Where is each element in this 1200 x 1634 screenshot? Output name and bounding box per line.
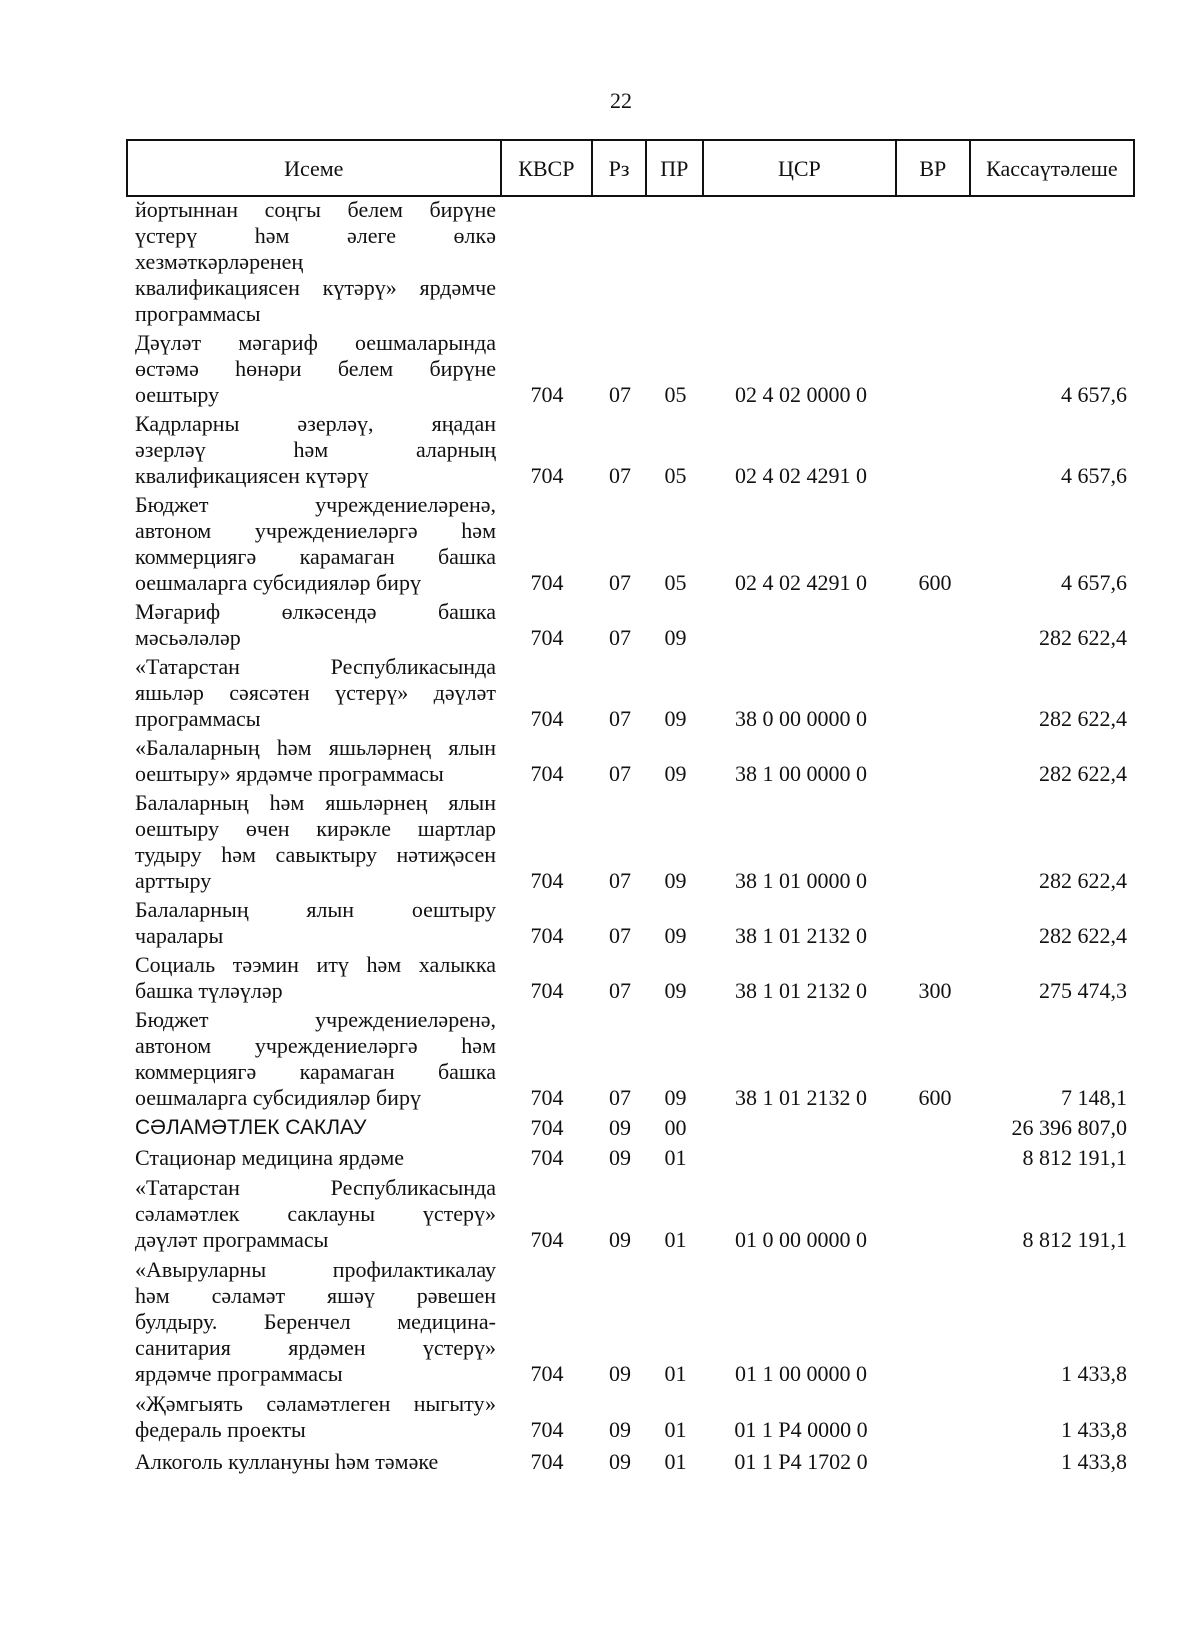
- row-name-line: «Балаларның һәм яшьләрнең ялын: [135, 735, 496, 760]
- row-pr: 01: [664, 1361, 687, 1386]
- row-kvsr: 704: [530, 1115, 564, 1140]
- row-rz: 09: [609, 1227, 631, 1252]
- row-name-line: Мәгариф өлкәсендә башка: [135, 599, 496, 624]
- table-header: [126, 139, 1135, 197]
- row-kvsr: 704: [530, 1449, 564, 1474]
- row-name: [126, 897, 501, 949]
- row-name-line: «Җәмгыять сәламәтлеген ныгыту»: [135, 1391, 496, 1416]
- header-pr: ПР: [647, 141, 704, 195]
- row-kvsr: 704: [530, 1361, 564, 1386]
- row-csr: 01 1 Р4 0000 0: [734, 1417, 868, 1442]
- row-pr: 01: [664, 1417, 687, 1442]
- row-kvsr: 704: [530, 382, 564, 407]
- row-name-line: мәсьәләләр: [135, 625, 241, 650]
- row-name-line: программасы: [135, 706, 261, 731]
- row-name-line: оештыру өчен кирәкле шартлар: [135, 816, 496, 841]
- header-kassa-line1: Касса: [986, 155, 1040, 181]
- row-name-line: ярдәмче программасы: [135, 1361, 343, 1386]
- row-name-line: коммерциягә карамаган башка: [135, 544, 496, 569]
- row-rz: 07: [609, 761, 631, 786]
- row-name: [126, 1175, 501, 1253]
- row-kassa: 1 433,8: [1061, 1449, 1127, 1474]
- row-kvsr: 704: [530, 1227, 564, 1252]
- header-vr: ВР: [897, 141, 971, 195]
- row-rz: 07: [609, 1085, 631, 1110]
- row-vr: 300: [918, 978, 952, 1003]
- row-name-line: сәламәтлек саклауны үстерү»: [135, 1201, 496, 1226]
- row-kassa: 282 622,4: [1039, 761, 1127, 786]
- row-name-line: Кадрларны әзерләү, яңадан: [135, 411, 496, 436]
- header-kassa-line2: үтәлеше: [1039, 155, 1118, 181]
- row-kassa: 282 622,4: [1039, 625, 1127, 650]
- row-name: [126, 411, 501, 489]
- row-csr: 38 1 01 2132 0: [735, 978, 867, 1003]
- row-name-line: федераль проекты: [135, 1417, 306, 1442]
- header-csr: ЦСР: [704, 141, 897, 195]
- row-name-line: Алкоголь куллануны һәм тәмәке: [135, 1449, 439, 1474]
- row-name-line: санитария ярдәмен үстерү»: [135, 1335, 496, 1360]
- row-csr: 02 4 02 0000 0: [735, 382, 867, 407]
- table-row: [126, 1449, 1135, 1475]
- row-kassa: 1 433,8: [1061, 1417, 1127, 1442]
- row-name: [126, 330, 501, 408]
- row-name-line: әзерләү һәм аларның: [135, 437, 496, 462]
- row-name: [126, 654, 501, 732]
- row-name-line: оештыру» ярдәмче программасы: [135, 761, 444, 786]
- row-name: [126, 599, 501, 651]
- row-csr: 38 1 00 0000 0: [735, 761, 867, 786]
- row-name-line: СӘЛАМӘТЛЕК САКЛАУ: [135, 1116, 367, 1139]
- row-name-line: һәм сәламәт яшәү рәвешен: [135, 1283, 496, 1308]
- row-csr: 01 1 Р4 1702 0: [734, 1449, 868, 1474]
- header-kvsr: КВСР: [502, 141, 594, 195]
- row-kassa: 282 622,4: [1039, 706, 1127, 731]
- row-name-line: автоном учреждениеләргә һәм: [135, 1033, 496, 1058]
- table-row: [126, 897, 1135, 949]
- row-name-line: квалификациясен күтәрү: [135, 463, 369, 488]
- row-name-line: Дәүләт мәгариф оешмаларында: [135, 330, 496, 355]
- row-pr: 01: [664, 1227, 687, 1252]
- row-name-line: булдыру. Беренчел медицина-: [135, 1309, 496, 1334]
- row-rz: 09: [609, 1145, 631, 1170]
- row-kassa: 282 622,4: [1039, 868, 1127, 893]
- row-name-line: хезмәткәрләренең: [135, 249, 304, 274]
- row-csr: 02 4 02 4291 0: [735, 463, 867, 488]
- page-number: 22: [610, 88, 632, 113]
- header-rz: Рз: [593, 141, 647, 195]
- row-kassa: 7 148,1: [1061, 1085, 1127, 1110]
- row-pr: 01: [664, 1145, 687, 1170]
- row-name-line: Балаларның ялын оештыру: [135, 897, 496, 922]
- table-row: [126, 1145, 1135, 1171]
- row-rz: 07: [609, 868, 631, 893]
- row-kassa: 4 657,6: [1061, 463, 1127, 488]
- row-rz: 07: [609, 382, 631, 407]
- row-name-line: «Татарстан Республикасында: [135, 654, 496, 679]
- row-pr: 09: [664, 1085, 687, 1110]
- row-name-line: яшьләр сәясәтен үстерү» дәүләт: [135, 680, 496, 705]
- row-csr: 38 1 01 0000 0: [735, 868, 867, 893]
- row-pr: 01: [664, 1449, 687, 1474]
- row-rz: 07: [609, 923, 631, 948]
- row-name-line: Бюджет учреждениеләренә,: [135, 1007, 496, 1032]
- row-name: [126, 1391, 501, 1443]
- row-name: [126, 1145, 501, 1171]
- row-rz: 07: [609, 625, 631, 650]
- row-name: [126, 1007, 501, 1111]
- row-name-line: Балаларның һәм яшьләрнең ялын: [135, 790, 496, 815]
- row-csr: 38 0 00 0000 0: [735, 706, 867, 731]
- table-row: [126, 1391, 1135, 1443]
- row-pr: 09: [664, 706, 687, 731]
- table-row: [126, 1175, 1135, 1253]
- row-name-line: Социаль тәэмин итү һәм халыкка: [135, 952, 496, 977]
- row-pr: 05: [664, 382, 687, 407]
- row-kvsr: 704: [530, 978, 564, 1003]
- header-name: Исеме: [128, 141, 502, 195]
- table-row: [126, 330, 1135, 408]
- row-name-line: арттыру: [135, 868, 212, 893]
- row-rz: 09: [609, 1115, 631, 1140]
- row-kassa: 275 474,3: [1039, 978, 1127, 1003]
- row-pr: 09: [664, 978, 687, 1003]
- row-name-line: квалификациясен күтәрү» ярдәмче: [135, 275, 496, 300]
- row-name-line: йортыннан соңгы белем бирүне: [135, 197, 496, 222]
- row-kassa: 26 396 807,0: [1011, 1115, 1127, 1140]
- row-name: [126, 197, 501, 327]
- row-name-line: оешмаларга субсидияләр бирү: [135, 1085, 421, 1110]
- row-name-line: программасы: [135, 301, 261, 326]
- row-kvsr: 704: [530, 1145, 564, 1170]
- row-kvsr: 704: [530, 868, 564, 893]
- row-kvsr: 704: [530, 570, 564, 595]
- row-name: [126, 735, 501, 787]
- row-pr: 00: [664, 1115, 687, 1140]
- table-body: [126, 197, 1135, 1475]
- table-row: [126, 197, 1135, 327]
- row-name-line: өстәмә һөнәри белем бирүне: [135, 356, 496, 381]
- row-rz: 09: [609, 1361, 631, 1386]
- row-rz: 07: [609, 463, 631, 488]
- row-kvsr: 704: [530, 1417, 564, 1442]
- table-row: [126, 735, 1135, 787]
- row-kvsr: 704: [530, 706, 564, 731]
- row-pr: 09: [664, 625, 687, 650]
- row-csr: 01 1 00 0000 0: [735, 1361, 867, 1386]
- row-rz: 09: [609, 1417, 631, 1442]
- row-vr: 600: [918, 1085, 952, 1110]
- table-row: [126, 599, 1135, 651]
- row-name-line: автоном учреждениеләргә һәм: [135, 518, 496, 543]
- row-csr: 01 0 00 0000 0: [735, 1227, 867, 1252]
- row-name: [126, 952, 501, 1004]
- row-name: [126, 492, 501, 596]
- row-kvsr: 704: [530, 923, 564, 948]
- row-csr: 38 1 01 2132 0: [735, 923, 867, 948]
- row-name-line: коммерциягә карамаган башка: [135, 1059, 496, 1084]
- row-kvsr: 704: [530, 761, 564, 786]
- table-row: [126, 411, 1135, 489]
- row-vr: 600: [918, 570, 952, 595]
- row-pr: 09: [664, 923, 687, 948]
- row-name-line: оешмаларга субсидияләр бирү: [135, 570, 421, 595]
- row-name-line: үстерү һәм әлеге өлкә: [135, 223, 496, 248]
- row-rz: 07: [609, 706, 631, 731]
- row-pr: 09: [664, 868, 687, 893]
- row-kassa: 4 657,6: [1061, 570, 1127, 595]
- row-rz: 07: [609, 570, 631, 595]
- row-name: [126, 1257, 501, 1387]
- table-row: [126, 1007, 1135, 1111]
- row-kvsr: 704: [530, 463, 564, 488]
- row-kassa: 282 622,4: [1039, 923, 1127, 948]
- header-kassa: [971, 141, 1133, 195]
- table-row: [126, 1257, 1135, 1387]
- row-name-line: «Авыруларны профилактикалау: [135, 1257, 496, 1282]
- row-name-line: дәүләт программасы: [135, 1227, 329, 1252]
- row-pr: 09: [664, 761, 687, 786]
- table-row: [126, 952, 1135, 1004]
- row-name: [126, 790, 501, 894]
- row-kassa: 8 812 191,1: [1022, 1145, 1127, 1170]
- row-name: [126, 1449, 501, 1475]
- row-kassa: 1 433,8: [1061, 1361, 1127, 1386]
- row-kassa: 8 812 191,1: [1022, 1227, 1127, 1252]
- row-rz: 09: [609, 1449, 631, 1474]
- row-name-line: чаралары: [135, 923, 224, 948]
- row-name-line: башка түләүләр: [135, 978, 283, 1003]
- row-kvsr: 704: [530, 1085, 564, 1110]
- row-name-line: «Татарстан Республикасында: [135, 1175, 496, 1200]
- row-name-line: оештыру: [135, 382, 220, 407]
- table-row: [126, 790, 1135, 894]
- table-row: [126, 1115, 1135, 1141]
- row-rz: 07: [609, 978, 631, 1003]
- row-csr: 38 1 01 2132 0: [735, 1085, 867, 1110]
- row-name: [126, 1115, 501, 1141]
- row-kassa: 4 657,6: [1061, 382, 1127, 407]
- row-pr: 05: [664, 463, 687, 488]
- row-name-line: Бюджет учреждениеләренә,: [135, 492, 496, 517]
- row-kvsr: 704: [530, 625, 564, 650]
- row-name-line: Стационар медицина ярдәме: [135, 1145, 405, 1170]
- table-row: [126, 492, 1135, 596]
- row-name-line: тудыру һәм савыктыру нәтиҗәсен: [135, 842, 496, 867]
- row-csr: 02 4 02 4291 0: [735, 570, 867, 595]
- row-pr: 05: [664, 570, 687, 595]
- table-row: [126, 654, 1135, 732]
